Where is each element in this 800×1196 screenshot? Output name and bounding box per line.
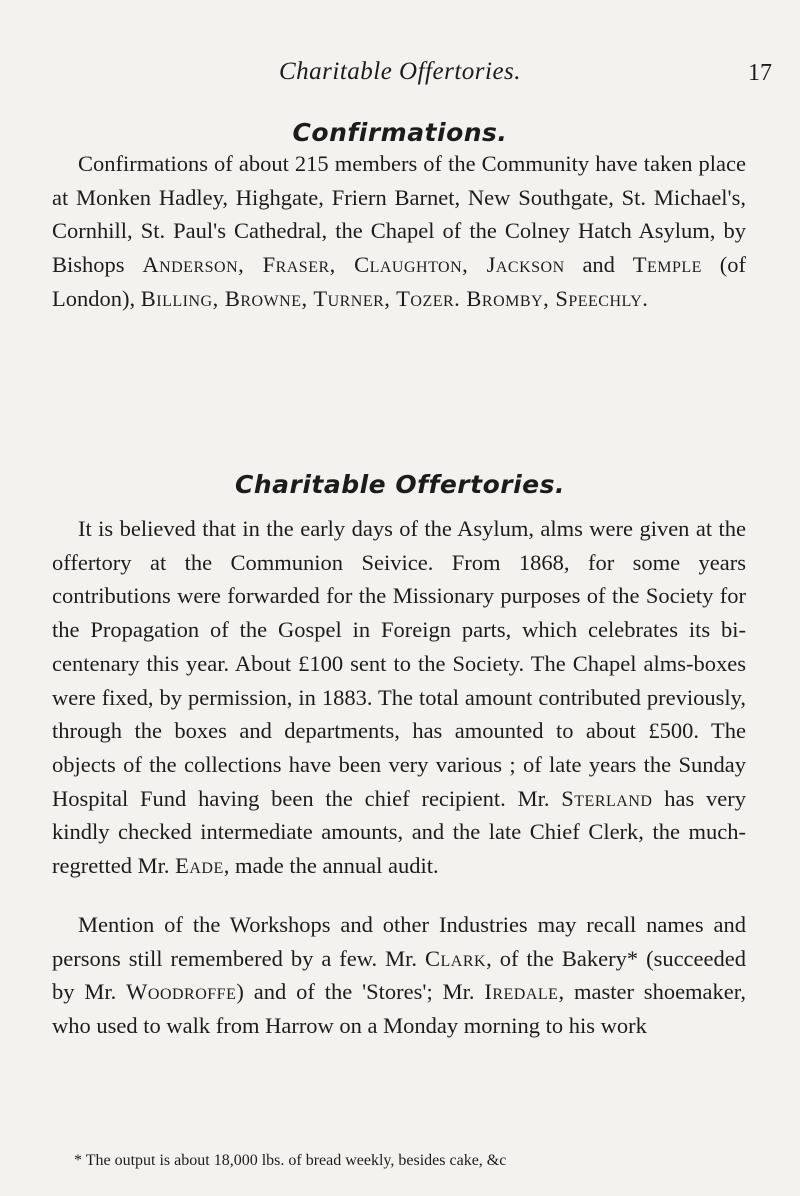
text-run: , made the annual audit. [223,853,439,879]
section-heading-confirmations: Confirmations. [292,118,508,147]
confirmations-paragraph [52,147,746,316]
bishop-names: Billing, Browne, Turner, Tozer. Bromby, Speechly. [140,285,649,311]
text-run: and [564,252,633,278]
text-run: , of the Bakery* (succeeded by Mr. [52,945,747,1005]
person-name: Eade [175,853,224,879]
person-name: Iredale [484,979,559,1005]
bishop-name: Temple [632,252,702,278]
text-run: It is believed that in the early days of the Asylum, alms were given at the offertory at the Communion Seivice. From 1868, for some years contributions were forwarded for the Missionary purposes of the Society for the Propagation of the Gospel in Foreign parts, which celebrates its bi-centenary this year. About £100 sent to the Society. The Chapel alms-boxes were fixed, by permission, in 1883. The total amount contributed previously, through the boxes and departments, has amounted to about £500. The objects of the collections have been very various ; of late years the Sunday Hospital Fund having been the chief recipient. Mr. [52,516,746,811]
page-number: 17 [748,60,772,86]
person-name: Clark [425,945,487,971]
person-name: Woodroffe [126,979,237,1005]
text-run: Confirmations of about 215 members of the Community have taken place at Monken Hadley, Highgate, Friern Barnet, New Southgate, St. Michael's, Cornhill, St. Paul's Cathedral, the Chapel of the Colney Hatch Asylum, by Bishops [52,151,746,278]
running-title: Charitable Offertories. [278,58,522,85]
workshops-paragraph [52,908,746,1043]
footnote: * The output is about 18,000 lbs. of bread weekly, besides cake, &c [74,1152,507,1169]
text-run: Mention of the Workshops and other Industries may recall names and persons still remembered by a few. Mr. [52,912,746,971]
text-run: has very kindly checked intermediate amounts, and the late Chief Clerk, the much-regretted Mr. [52,785,747,879]
person-name: Sterland [561,785,653,811]
text-run: (of London), [52,252,746,311]
section-heading-offertories: Charitable Offertories. [234,470,565,499]
text-run: , master shoemaker, who used to walk from Harrow on a Monday morning to his work [52,979,746,1039]
text-run: ) and of the 'Stores'; Mr. [236,979,485,1005]
offertories-paragraph [52,512,746,883]
bishop-names: Anderson, Fraser, Claughton, Jackson [142,252,565,278]
